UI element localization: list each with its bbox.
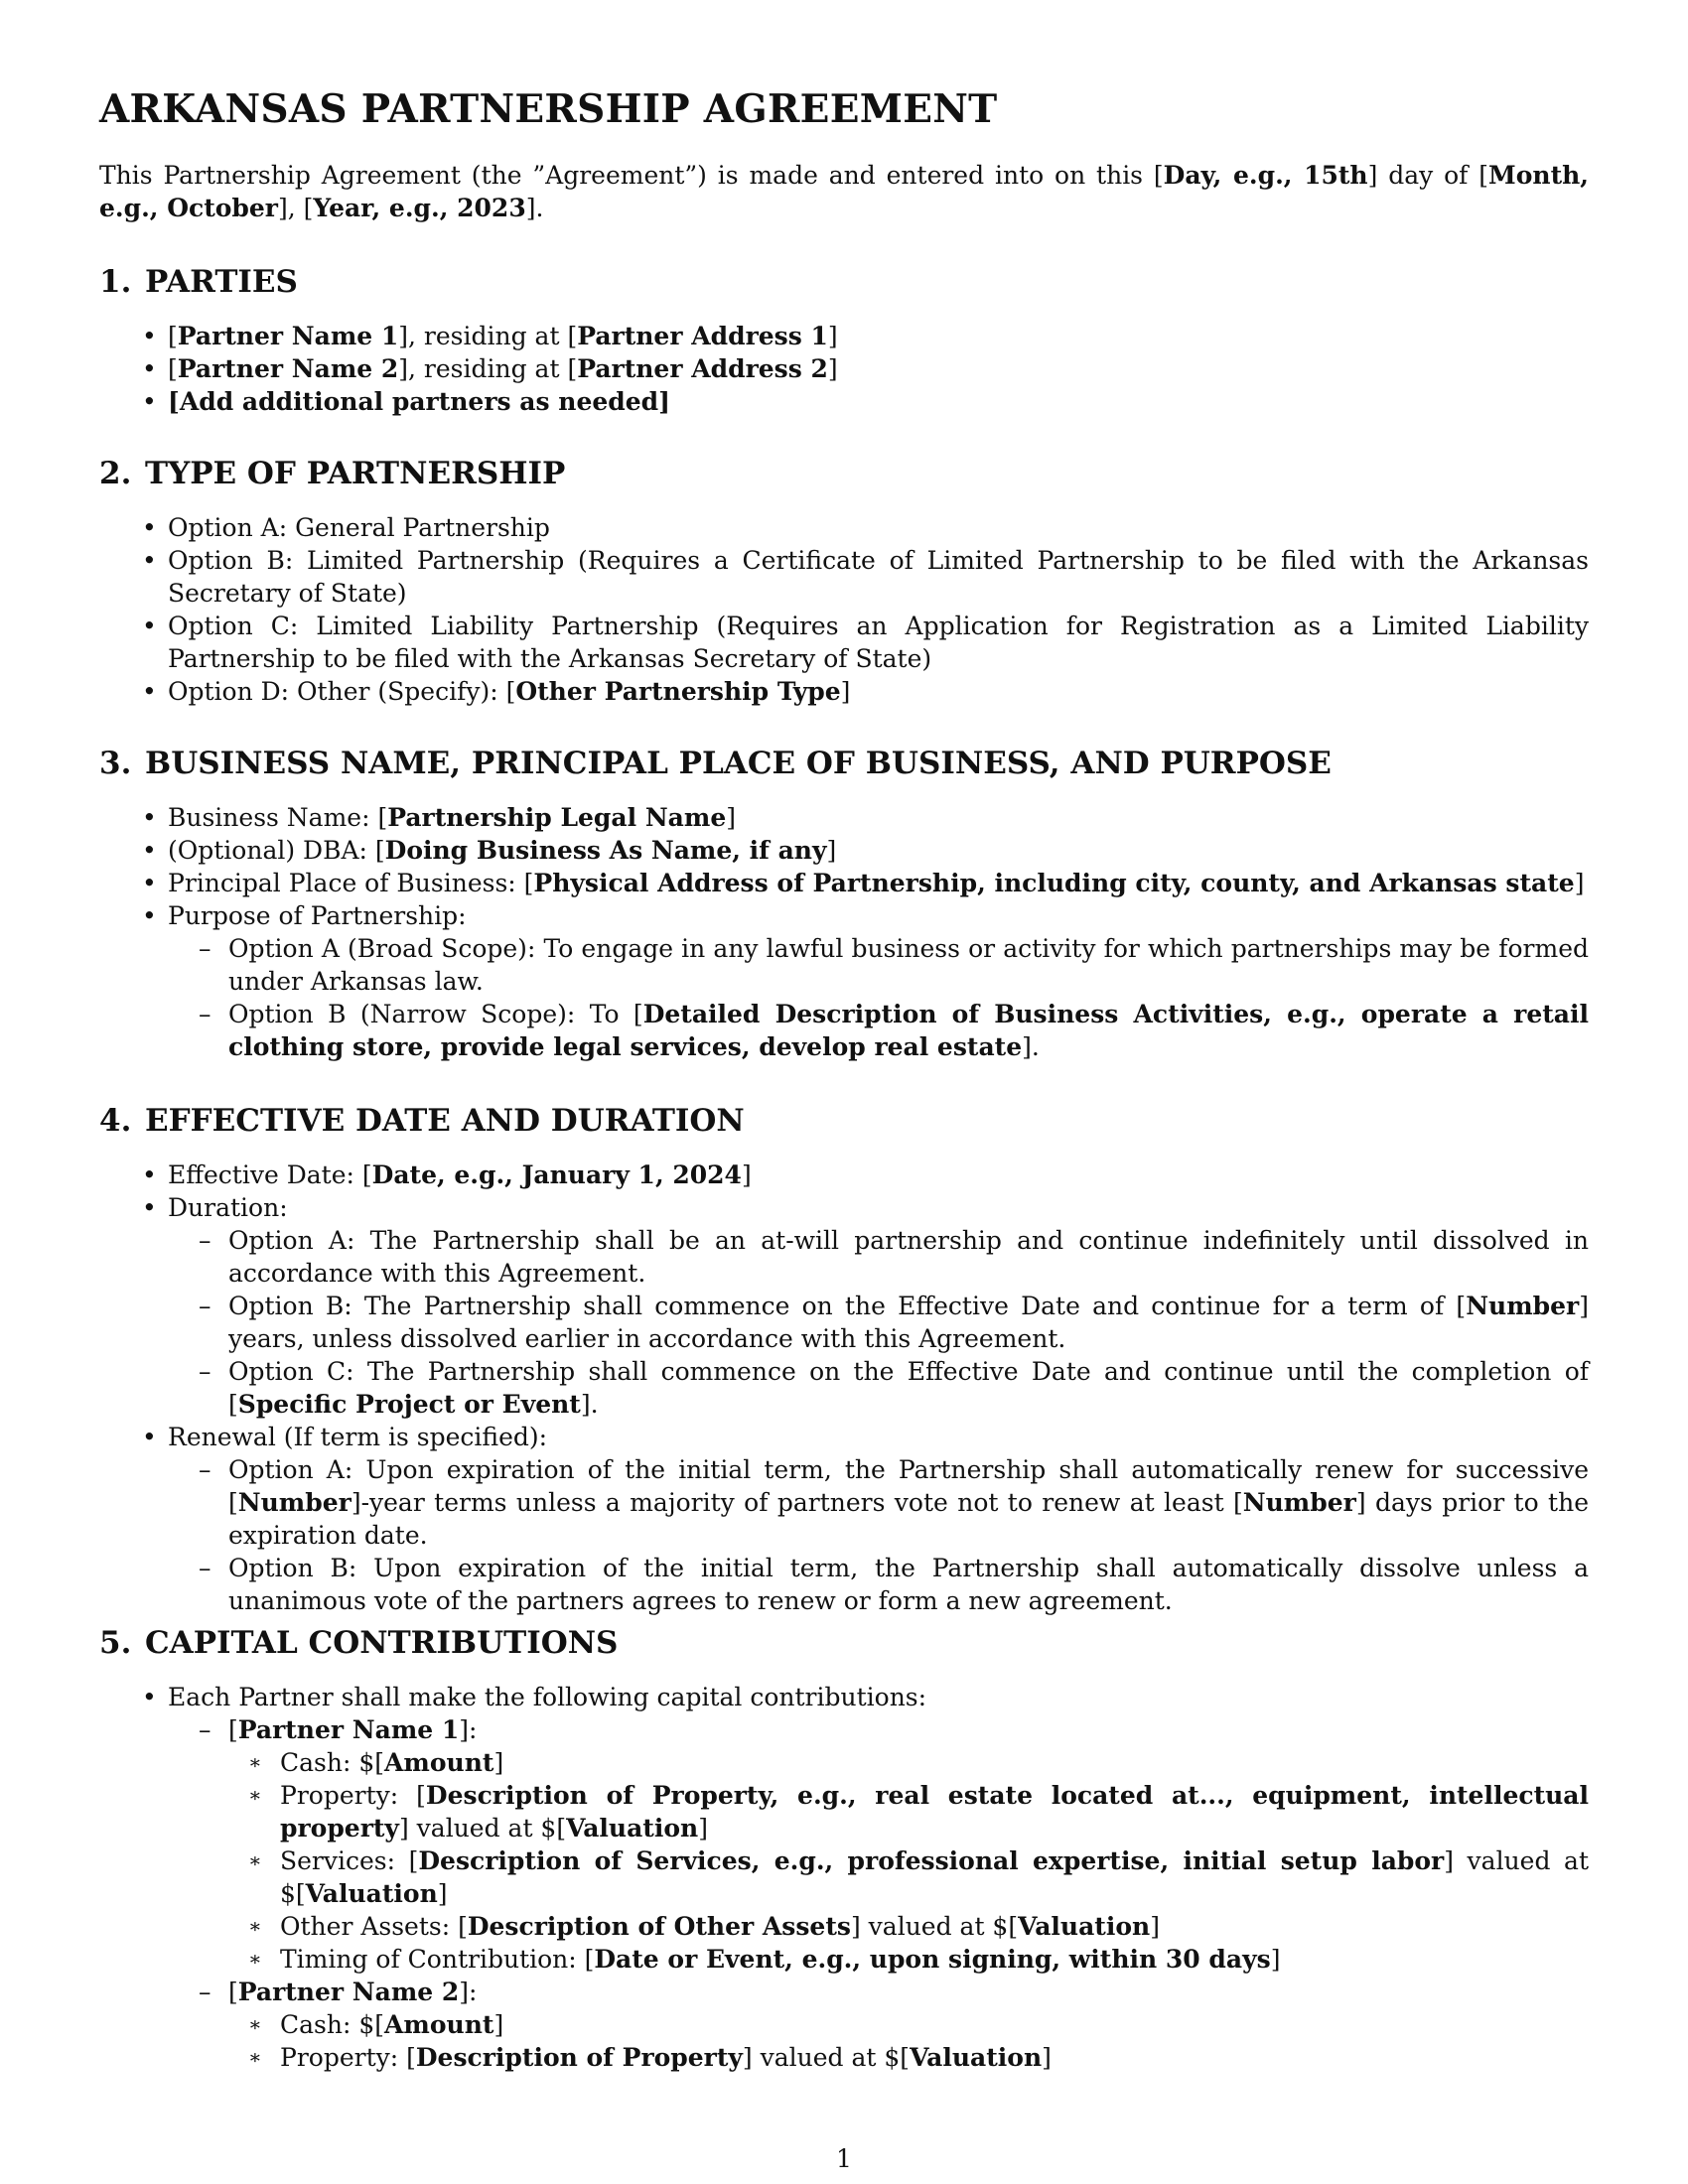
- list-item: • Option B: Limited Partnership (Requires a Certificate of Limited Partnership to be filed with the Arkansas Secretary of State): [99, 544, 1589, 610]
- list-item: – Option B: The Partnership shall commence on the Effective Date and continue for a term of [Number] years, unless dissolved earlier in accordance with this Agreement.: [168, 1290, 1589, 1355]
- list-item: ∗ Property: [Description of Property] valued at $[Valuation]: [228, 2041, 1589, 2074]
- list-item: – Option B: Upon expiration of the initial term, the Partnership shall automatically dissolve unless a unanimous vote of the partners agrees to renew or form a new agreement.: [168, 1552, 1589, 1617]
- section-heading-parties: 1. PARTIES: [99, 264, 298, 300]
- list-item: • Option D: Other (Specify): [Other Partnership Type]: [99, 675, 1589, 708]
- list-item: • Business Name: [Partnership Legal Name]: [99, 801, 1589, 834]
- list-item: – [Partner Name 1]: ∗ Cash: $[Amount] ∗ Property: [Description of Property, e.g., real estate located at..., equipment, intellectual property] valued at $[Valuation] ∗ Services: [Description of Services, e.g., professional expertise, initial setup labor] valued at $[Valuation] ∗ Other Assets: [Description of Other Assets] valued at $[Valuation] ∗ Timing of Contribution: [Date or Event, e.g., upon signing, within 30 days]: [168, 1713, 1589, 1976]
- list-item: – Option A (Broad Scope): To engage in any lawful business or activity for which partnerships may be formed under Arkansas law.: [168, 932, 1589, 998]
- section-heading-business: 3. BUSINESS NAME, PRINCIPAL PLACE OF BUSINESS, AND PURPOSE: [99, 746, 1332, 781]
- purpose-options: [168, 932, 1589, 1063]
- document-title: ARKANSAS PARTNERSHIP AGREEMENT: [99, 86, 998, 132]
- list-item: • [Partner Name 2], residing at [Partner Address 2]: [99, 352, 1589, 385]
- list-item: • Purpose of Partnership: – Option A (Broad Scope): To engage in any lawful business or activity for which partnerships may be formed under Arkansas law. – Option B (Narrow Scope): To [Detailed Description of Business Activities, e.g., operate a retail clothing store, provide legal services, develop real estate].: [99, 899, 1589, 1063]
- list-item: • (Optional) DBA: [Doing Business As Name, if any]: [99, 834, 1589, 867]
- list-item: • Option C: Limited Liability Partnership (Requires an Application for Registration as a Limited Liability Partnership to be filed with the Arkansas Secretary of State): [99, 610, 1589, 675]
- list-item: • Principal Place of Business: [Physical Address of Partnership, including city, county, and Arkansas state]: [99, 867, 1589, 899]
- section-heading-type: 2. TYPE OF PARTNERSHIP: [99, 456, 566, 491]
- list-item: ∗ Other Assets: [Description of Other Assets] valued at $[Valuation]: [228, 1910, 1589, 1943]
- list-item: • [Add additional partners as needed]: [99, 385, 1589, 418]
- list-item: ∗ Services: [Description of Services, e.g., professional expertise, initial setup labor] valued at $[Valuation]: [228, 1844, 1589, 1910]
- section-heading-effective-date: 4. EFFECTIVE DATE AND DURATION: [99, 1103, 745, 1139]
- list-item: • Duration: – Option A: The Partnership shall be an at-will partnership and continue indefinitely until dissolved in accordance with this Agreement. – Option B: The Partnership shall commence on the Effective Date and continue for a term of [Number] years, unless dissolved earlier in accordance with this Agreement. – Option C: The Partnership shall commence on the Effective Date and continue until the completion of [Specific Project or Event].: [99, 1191, 1589, 1421]
- list-item: – Option A: Upon expiration of the initial term, the Partnership shall automatically renew for successive [Number]-year terms unless a majority of partners vote not to renew at least [Number] days prior to the expiration date.: [168, 1453, 1589, 1552]
- section-heading-capital: 5. CAPITAL CONTRIBUTIONS: [99, 1625, 619, 1661]
- list-item: – Option A: The Partnership shall be an at-will partnership and continue indefinitely until dissolved in accordance with this Agreement.: [168, 1224, 1589, 1290]
- list-item: – [Partner Name 2]: ∗ Cash: $[Amount] ∗ Property: [Description of Property] valued at $[Valuation]: [168, 1976, 1589, 2074]
- renewal-options: [168, 1453, 1589, 1617]
- year-placeholder: Year, e.g., 2023: [313, 194, 526, 222]
- list-item: – Option C: The Partnership shall commence on the Effective Date and continue until the completion of [Specific Project or Event].: [168, 1355, 1589, 1421]
- list-item: • Option A: General Partnership: [99, 511, 1589, 544]
- capital-list: [99, 1681, 1589, 2074]
- intro-paragraph: This Partnership Agreement (the ”Agreement”) is made and entered into on this [Day, e.g., 15th] day of [Month, e.g., October], [Year, e.g., 2023].: [99, 161, 1589, 222]
- day-placeholder: Day, e.g., 15th: [1163, 161, 1368, 190]
- effective-date-list: [99, 1159, 1589, 1617]
- list-item: • Renewal (If term is specified): – Option A: Upon expiration of the initial term, the Partnership shall automatically renew for successive [Number]-year terms unless a majority of partners vote not to renew at least [Number] days prior to the expiration date. – Option B: Upon expiration of the initial term, the Partnership shall automatically dissolve unless a unanimous vote of the partners agrees to renew or form a new agreement.: [99, 1421, 1589, 1617]
- business-list: [99, 801, 1589, 1063]
- partnership-type-list: [99, 511, 1589, 708]
- list-item: • Effective Date: [Date, e.g., January 1, 2024]: [99, 1159, 1589, 1191]
- list-item: ∗ Timing of Contribution: [Date or Event, e.g., upon signing, within 30 days]: [228, 1943, 1589, 1976]
- list-item: ∗ Cash: $[Amount]: [228, 1746, 1589, 1779]
- month-placeholder: Month, e.g., October: [99, 161, 1589, 222]
- list-item: • [Partner Name 1], residing at [Partner Address 1]: [99, 320, 1589, 352]
- page-number: 1: [836, 2144, 852, 2173]
- list-item: ∗ Property: [Description of Property, e.g., real estate located at..., equipment, intellectual property] valued at $[Valuation]: [228, 1779, 1589, 1844]
- duration-options: [168, 1224, 1589, 1421]
- list-item: ∗ Cash: $[Amount]: [228, 2008, 1589, 2041]
- list-item: • Each Partner shall make the following capital contributions: – [Partner Name 1]: ∗ Cash: $[Amount] ∗ Property: [Description of Property, e.g., real estate located at..., equipment, intellectual property] valued at $[Valuation] ∗ Services: [Description of Services, e.g., professional expertise, initial setup labor] valued at $[Valuation] ∗ Other Assets: [Description of Other Assets] valued at $[Valuation] ∗ Timing of Contribution: [Date or Event, e.g., upon signing, within 30 days] – [Partner Name 2]: ∗ Cash: $[Amount] ∗ Property: [Description of Property] valued at $[Valuation]: [99, 1681, 1589, 2074]
- partner-2-contributions: [228, 2008, 1589, 2074]
- partner-1-contributions: [228, 1746, 1589, 1976]
- parties-list: [99, 320, 1589, 418]
- partner-contributions: [168, 1713, 1589, 2074]
- list-item: – Option B (Narrow Scope): To [Detailed Description of Business Activities, e.g., operate a retail clothing store, provide legal services, develop real estate].: [168, 998, 1589, 1063]
